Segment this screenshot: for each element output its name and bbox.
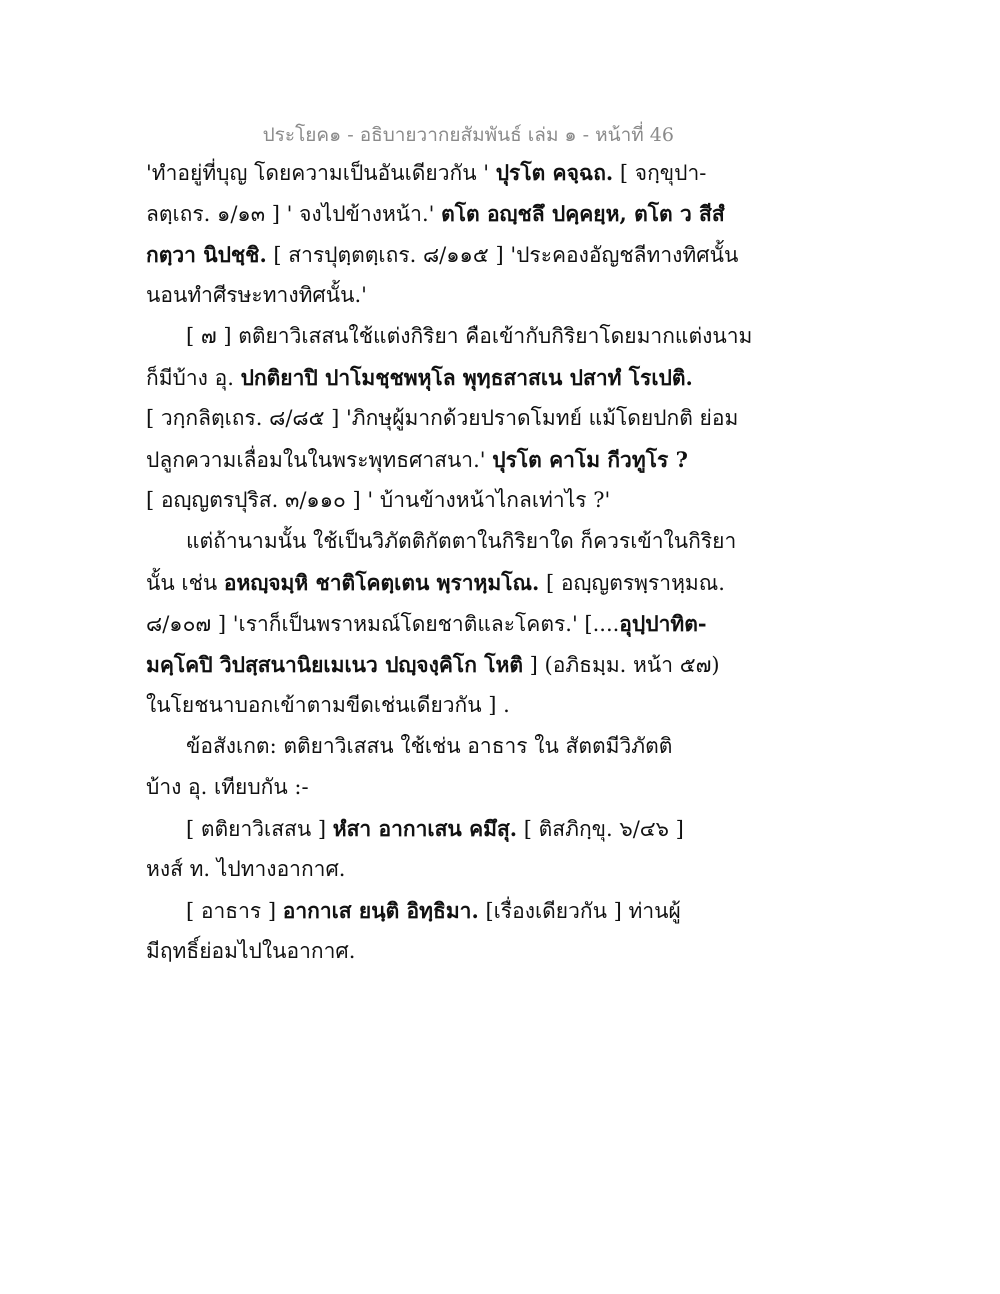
text-segment: [ ๗ ] ตติยาวิเสสนใช้แต่งกิริยา คือเข้ากับกิริยาโดยมากแต่งนาม [186,324,753,348]
text-segment: ข้อสังเกต: ตติยาวิเสสน ใช้เช่น อาธาร ใน สัตตมีวิภัตติ [186,734,673,758]
text-line [146,480,686,521]
text-segment: บ้าง อุ. เทียบกัน :- [146,775,309,799]
text-line [146,849,686,890]
pali-quote: มคฺโคปิ วิปสฺสนานิยเมเนว ปญฺจงฺคิโก โหติ [146,652,523,677]
pali-quote: อากาเส ยนฺติ อิทฺธิมา. [282,898,479,923]
pali-quote: ปุรโต คาโม กีวทูโร ? [492,447,688,472]
text-segment: แต่ถ้านามนั้น ใช้เป็นวิภัตติกัตตาในกิริยาใด ก็ควรเข้าในกิริยา [186,529,737,553]
page-header: ประโยค๑ - อธิบายวากยสัมพันธ์ เล่ม ๑ - หน้าที่ 46 [262,124,674,146]
pali-quote: หํสา อากาเสน คมึสุ. [332,816,518,841]
text-line [146,931,686,972]
text-line [146,521,737,562]
text-line [146,562,725,603]
text-line [146,644,720,685]
text-line [146,808,686,849]
text-line [146,316,753,357]
text-line [146,439,686,480]
text-line [146,685,686,726]
text-segment: ] (อภิธมฺม. หน้า ๕๗) [522,653,720,677]
text-segment: นอนทำศีรษะทางทิศนั้น.' [146,283,367,307]
text-segment: [ อญฺญตรพฺราหฺมณ. [539,571,725,595]
text-segment: ๘/๑๐๗ ] 'เราก็เป็นพราหมณ์โดยชาติและโคตร.' [.... [146,612,620,636]
text-segment: 'ทำอยู่ที่บุญ โดยความเป็นอันเดียวกัน ' [146,161,496,185]
text-segment: ปลูกความเลื่อมในในพระพุทธศาสนา.' [146,448,493,472]
pali-quote: ปกติยาปิ ปาโมชฺชพหุโล พุทฺธสาสเน ปสาทํ โรเปติ. [240,365,693,390]
pali-quote: กตฺวา นิปชฺชิ. [146,242,267,267]
text-segment: [ สารปุตฺตตฺเถร. ๘/๑๑๕ ] 'ประคองอัญชลีทางทิศนั้น [266,243,739,267]
text-segment: ลตฺเถร. ๑/๑๓ ] ' จงไปข้างหน้า.' [146,202,442,226]
text-line [146,767,686,808]
text-segment: ในโยชนาบอกเข้าตามขีดเช่นเดียวกัน ] . [146,693,510,717]
text-segment: [ วกฺกลิตฺเถร. ๘/๘๕ ] 'ภิกษุผู้มากด้วยปราดโมทย์ แม้โดยปกติ ย่อม [146,406,739,430]
text-line [146,275,686,316]
text-segment: ก็มีบ้าง อุ. [146,366,241,390]
text-segment: [ ติสภิกฺขุ. ๖/๔๖ ] [517,817,684,841]
text-segment: [เรื่องเดียวกัน ] ท่านผู้ [478,899,681,923]
text-line [146,603,707,644]
text-line [146,234,739,275]
pali-quote: ตโต อญฺชลึ ปคฺคยฺห, ตโต ว สีสํ [441,201,725,226]
text-segment: [ ตติยาวิเสสน ] [186,817,333,841]
text-segment: หงส์ ท. ไปทางอากาศ. [146,857,346,881]
pali-quote: อหญฺจมฺหิ ชาติโคตฺเตน พฺราหฺมโณ. [223,570,540,595]
text-segment: [ อญฺญตรปุริส. ๓/๑๑๐ ] ' บ้านข้างหน้าไกลเท่าไร ?' [146,488,611,512]
text-line [146,726,686,767]
text-line [146,152,707,193]
text-segment: [ จกฺขุปา- [613,161,707,185]
text-line [146,193,725,234]
pali-quote: อุปฺปาทิต- [619,611,707,636]
text-line [146,357,693,398]
text-segment: มีฤทธิ์ย่อมไปในอากาศ. [146,939,356,963]
text-line [146,398,739,439]
document-body [146,152,753,972]
pali-quote: ปุรโต คจฺฉถ. [495,160,614,185]
text-segment: นั้น เช่น [146,571,224,595]
text-line [146,890,686,931]
text-segment: [ อาธาร ] [186,899,283,923]
